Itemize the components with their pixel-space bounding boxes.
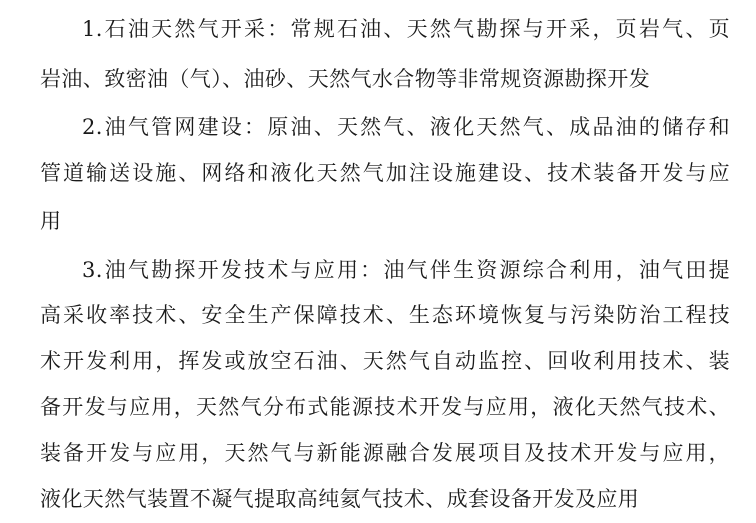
paragraph-3-line-2: 高采收率技术、安全生产保障技术、生态环境恢复与污染防治工程技 [40,303,730,327]
paragraph-3-line-6: 液化天然气装置不凝气提取高纯氦气技术、成套设备开发及应用 [40,487,640,511]
paragraph-2-line-3: 用 [40,209,62,233]
paragraph-2-line-1: 2.油气管网建设：原油、天然气、液化天然气、成品油的储存和 [82,115,730,139]
paragraph-3-line-3: 术开发利用，挥发或放空石油、天然气自动监控、回收利用技术、装 [40,349,730,373]
paragraph-3-line-4: 备开发与应用，天然气分布式能源技术开发与应用，液化天然气技术、 [40,395,730,419]
paragraph-3-line-5: 装备开发与应用，天然气与新能源融合发展项目及技术开发与应用， [40,441,730,465]
paragraph-3-line-1: 3.油气勘探开发技术与应用：油气伴生资源综合利用，油气田提 [82,258,730,282]
paragraph-1-line-1: 1.石油天然气开采：常规石油、天然气勘探与开采，页岩气、页 [82,17,730,41]
paragraph-2-line-2: 管道输送设施、网络和液化天然气加注设施建设、技术装备开发与应 [40,161,730,185]
paragraph-1-line-2: 岩油、致密油（气）、油砂、天然气水合物等非常规资源勘探开发 [40,67,651,91]
